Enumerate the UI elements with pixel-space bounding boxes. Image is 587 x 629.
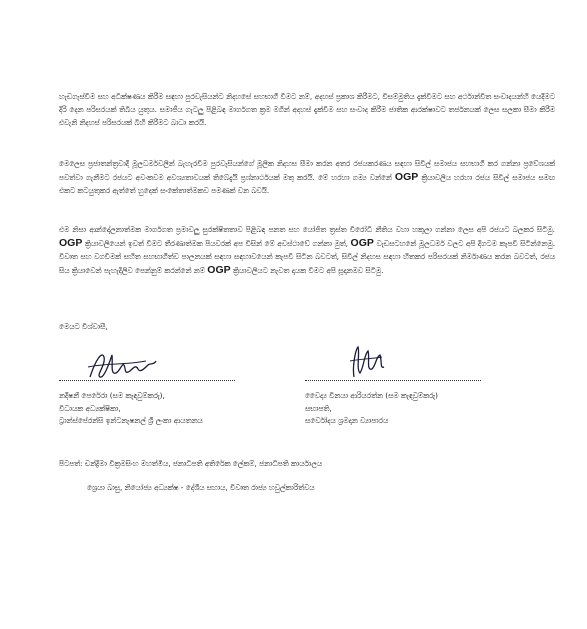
paragraph-text: හැඩගැස්වීම සහ අධීක්ෂණය කිරීම සඳහා පුරවැසියන්ට නිදහසේ සහභාගී වීමට නම්, අදහස් ප්‍රකාශ කිරීමට, විසම්මුතිය දැක්වීමට සහ අර්ථාන්විත සංවාදයන්හි යෙදීමට දිරි දෙන පරිසරයක් තිබිය යුතුය. සමාජීය ගැටලු පිළිබඳ මාර්ගගත ක්‍රම මගින් අදහස් දැක්වීම සහ සංවාද කිරීම ජාතික ආරක්ෂාවට තර්ජනයක් ලෙස සලකා සීමා කිරීම එවැනි නිදහස් පරිසරයක් බිහි කිරීමට බාධා කරයි. — [59, 92, 555, 127]
signatory-right-name: වෛද්‍ය විනයා ආරියරත්න (සම කැඳවුම්කරු) — [305, 391, 438, 400]
signature-line-left — [59, 380, 235, 381]
paragraph-text: ක්‍රියාවලියෙන් ඉවත් වීමට තීරණාත්මක පියවරක් අප විසින් මේ අවස්ථාවේ ගන්නා මුත්, — [84, 238, 348, 248]
signature-right — [346, 343, 388, 383]
paragraph-text: මෙලෙස ප්‍රජාතන්ත්‍රවාදී මූලධර්මවලින් බැහැරවීම පුරවැසියන්ගේ මූලික නිදහස සීමා කරන අතර රජයකරණය සඳහා සිවිල් සමාජය සහභාගී කර ගන්නා ප්‍රවේශයක් පවත්වා ගැනීමට රජයට අවංකවම අවශ්‍යතාවයක් තිබේදැයි ප්‍රශ්නාර්ථයක් මතු කරයි. මේ හරහා ගම්‍ය වන්නේ — [59, 159, 555, 182]
signature-left — [86, 347, 160, 383]
paragraph-1 — [59, 91, 555, 130]
signatory-right-title: සභාපති, — [305, 403, 332, 413]
cc-line-2: ශ්‍රෙයා බාසු, නියෝජ්‍ය අධ්‍යක්ෂ - දේශීය සහාය, විවෘත රාජ්‍ය හවුල්කාරිත්වය — [87, 483, 315, 492]
signatory-left-name: නදීෂනී පෙරේරා (සම කැඳවුම්කරු), — [59, 391, 165, 400]
signatory-left-organization: ට්‍රාන්ස්පේරන්සි ඉන්ටනැෂනල් ශ්‍රී ලංකා ආයතනය — [59, 416, 203, 425]
closing-salutation: මෙයට විශ්වාසී, — [59, 322, 108, 331]
signatory-left-title: විධායක අධ්‍යක්ෂිකා, — [59, 403, 121, 413]
cc-line-1: පිටපත්: චන්ද්‍රිමා වික්‍රමසිංහ මහත්මිය, ජනාධිපති අතිරේක ලේකම්, ජනාධිපති කාර්යාලය — [59, 459, 323, 468]
ogp-term: OGP — [350, 236, 374, 249]
ogp-term: OGP — [59, 236, 83, 249]
paragraph-text: ක්‍රියාවලිය හරහා රජය සිවිල් සමාජය සමඟ එකට කටයුතුකර ඇත්තේ හුදෙක් සංකේතාත්මකව පමණක් වන බවයි. — [59, 172, 555, 195]
ogp-term: OGP — [207, 263, 231, 276]
paragraph-text: වැඩසටහනේ මූලධර්ම වලට අපි දිගටම කැපවී සිටින්නෙමු. විවෘත සහ වගවීමක් සහිත සහභාගීත්ව පාලනයක් සඳහා සඳහාවයෙන් කැපවී සිටින බවටත්, සිවිල් නිදහස සඳහා හිතකර පරිසරයක් නිර්මාණය කරන බවටත්, රජය සිය ක්‍රියාවෙන් පැහැදිලිව පෙන්නුම් කරන්නේ නම් — [59, 238, 556, 275]
signature-line-right — [305, 380, 481, 381]
paragraph-2 — [59, 158, 555, 198]
paragraph-3 — [59, 224, 555, 278]
ogp-term: OGP — [394, 170, 419, 183]
signatory-left — [59, 390, 289, 428]
paragraph-text: ක්‍රියාවලියට නැවත දායක වීමට අපි සූදානමව සිටිමු. — [232, 265, 384, 275]
signatory-right — [305, 390, 535, 428]
signatory-right-organization: සර්වෝදය ශ්‍රමදාන ව්‍යාපාරය — [305, 416, 389, 425]
paragraph-text: එම නිසා ආන්දෝලනාත්මක මාර්ගගත ප්‍රමාවලු සුරක්ෂිතතාව පිළිබඳ පනත සහ යෝජිත ත්‍රස්ත විරෝධී නීතිය වහා හකුලා ගන්නා ලෙස අපි රජයට බලකර සිටිමු. — [59, 225, 555, 234]
